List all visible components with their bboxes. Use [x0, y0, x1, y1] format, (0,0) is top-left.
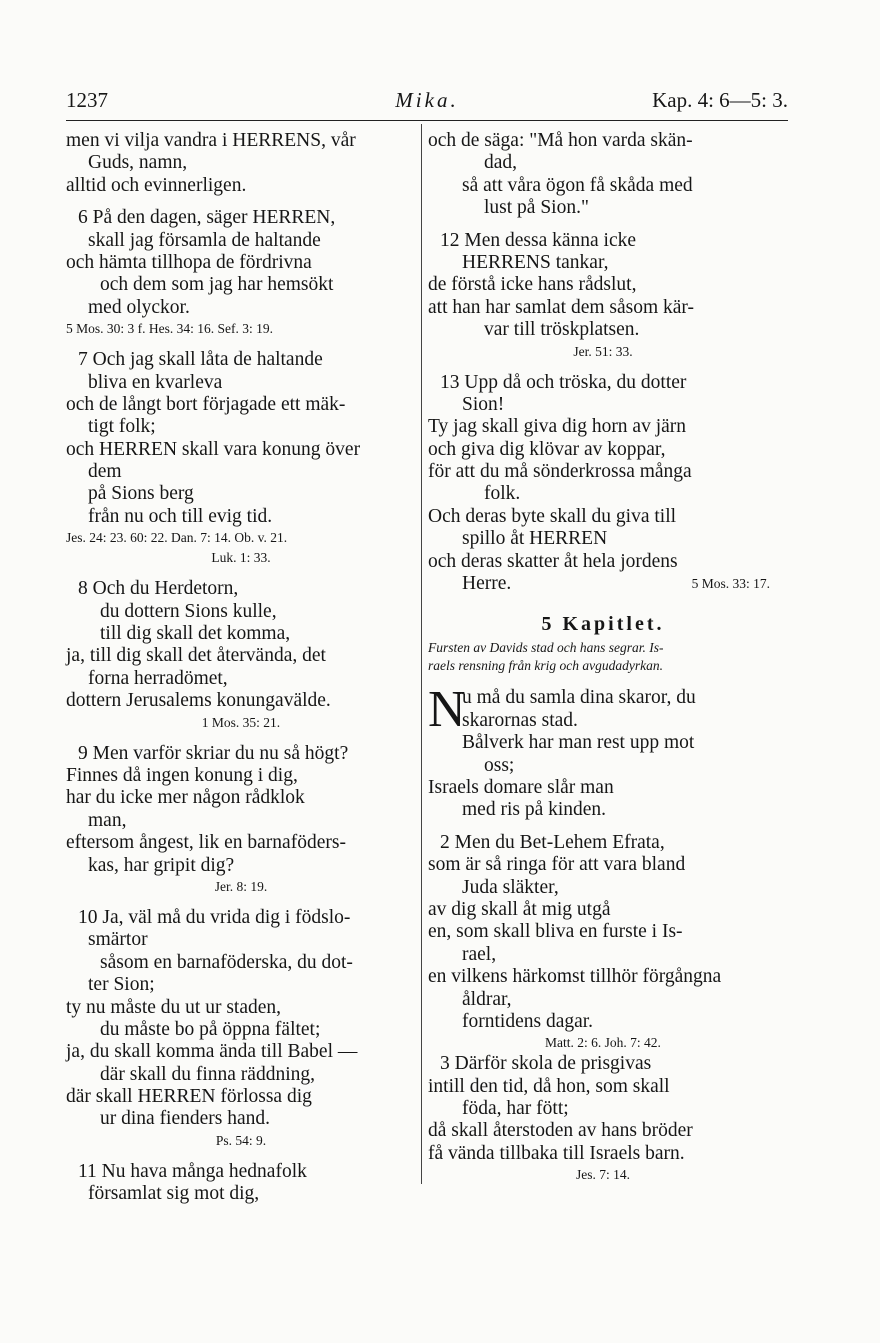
verse-13: 13 Upp då och tröska, du dotter: [440, 371, 687, 393]
verse-line: och de långt bort förjagade ett mäk-: [66, 393, 346, 415]
verse-line: där skall HERREN förlossa dig: [66, 1086, 312, 1108]
verse-line: ja, du skall komma ända till Babel —: [66, 1041, 358, 1063]
verse-line: oss;: [484, 754, 515, 776]
verse-line: såsom en barnaföderska, du dot-: [100, 951, 353, 973]
verse-line: åldrar,: [462, 988, 512, 1010]
verse-line: och giva dig klövar av koppar,: [428, 438, 666, 460]
verse-line: [428, 573, 778, 595]
cross-reference: Matt. 2: 6. Joh. 7: 42.: [545, 1035, 661, 1051]
verse-line: en vilkens härkomst tillhör förgångna: [428, 966, 722, 988]
verse-line: de förstå icke hans rådslut,: [428, 274, 637, 296]
verse-line: Ty jag skall giva dig horn av järn: [428, 416, 687, 438]
verse-10: 10 Ja, väl må du vrida dig i födslo-: [78, 906, 351, 928]
verse-line: var till tröskplatsen.: [484, 319, 640, 341]
verse-line: skarornas stad.: [462, 709, 578, 731]
chapter-title: 5 Kapitlet.: [541, 613, 665, 636]
verse-line: Och deras byte skall du giva till: [428, 505, 677, 527]
cross-reference: Ps. 54: 9.: [215, 1132, 267, 1148]
verse-line: av dig skall åt mig utgå: [428, 898, 611, 920]
verse-line: på Sions berg: [88, 483, 194, 505]
verse-line: Juda släkter,: [462, 876, 559, 898]
verse-line: forna herradömet,: [88, 667, 228, 689]
verse-line: till dig skall det komma,: [100, 623, 291, 645]
verse-7: 7 Och jag skall låta de haltande: [78, 349, 323, 371]
drop-cap: N: [428, 681, 466, 739]
book-title: Mika.: [395, 88, 459, 112]
verse-line: dem: [88, 461, 122, 483]
verse-1: [428, 681, 778, 739]
verse-line: och dem som jag har hemsökt: [100, 274, 334, 296]
verse-line: eftersom ångest, lik en barnaföders-: [66, 832, 346, 854]
verse-line: och hämta tillhopa de fördrivna: [66, 251, 312, 273]
cross-reference: 5 Mos. 30: 3 f. Hes. 34: 16. Sef. 3: 19.: [66, 321, 273, 337]
verse-line: som är så ringa för att vara bland: [428, 854, 686, 876]
cross-reference: Luk. 1: 33.: [211, 550, 271, 566]
verse-line: Finnes då ingen konung i dig,: [66, 764, 298, 786]
verse-line: men vi vilja vandra i HERRENS, vår: [66, 130, 356, 151]
verse-line: du dottern Sions kulle,: [100, 600, 277, 622]
verse-line: spillo åt HERREN: [462, 528, 608, 550]
verse-line: skall jag församla de haltande: [88, 229, 321, 251]
right-column: [428, 130, 778, 1185]
verse-line: du måste bo på öppna fältet;: [100, 1018, 321, 1040]
summary-line: Fursten av Davids stad och hans segrar. Is-: [428, 640, 664, 656]
verse-12: 12 Men dessa känna icke: [440, 229, 637, 251]
cross-reference: 5 Mos. 33: 17.: [691, 576, 770, 592]
verse-line: med ris på kinden.: [462, 799, 607, 821]
verse-line: föda, har fött;: [462, 1098, 569, 1120]
verse-line: u må du samla dina skaror, du: [462, 687, 696, 709]
verse-line: församlat sig mot dig,: [88, 1183, 260, 1205]
page-number: 1237: [66, 88, 108, 112]
verse-line: ja, till dig skall det återvända, det: [66, 645, 326, 667]
verse-line: har du icke mer någon rådklok: [66, 787, 305, 809]
verse-line: forntidens dagar.: [462, 1010, 594, 1032]
verse-line: man,: [88, 809, 127, 831]
verse-line: och de säga: "Må hon varda skän-: [428, 130, 693, 151]
verse-line: med olyckor.: [88, 296, 190, 318]
verse-line: folk.: [484, 483, 521, 505]
verse-line: dottern Jerusalems konungavälde.: [66, 690, 331, 712]
verse-line: kas, har gripit dig?: [88, 854, 235, 876]
verse-line: smärtor: [88, 929, 148, 951]
verse-line: ty nu måste du ut ur staden,: [66, 996, 282, 1018]
verse-line: dad,: [484, 152, 518, 174]
verse-line: få vända tillbaka till Israels barn.: [428, 1142, 685, 1164]
verse-line: Guds, namn,: [88, 152, 188, 174]
verse-8: 8 Och du Herdetorn,: [78, 578, 239, 600]
verse-line: Israels domare slår man: [428, 776, 614, 798]
verse-6: 6 På den dagen, säger HERREN,: [78, 207, 336, 229]
cross-reference: Jes. 7: 14.: [576, 1167, 630, 1183]
chapter-reference: Kap. 4: 6—5: 3.: [652, 88, 788, 112]
verse-text: Herre.: [462, 573, 512, 595]
page-header: [66, 88, 788, 118]
cross-reference: Jes. 24: 23. 60: 22. Dan. 7: 14. Ob. v. 21.: [66, 530, 288, 546]
verse-line: där skall du finna räddning,: [100, 1063, 315, 1085]
cross-reference: 1 Mos. 35: 21.: [201, 714, 281, 730]
verse-line: ur dina fienders hand.: [100, 1108, 271, 1130]
verse-line: en, som skall bliva en furste i Is-: [428, 921, 683, 943]
verse-11: 11 Nu hava många hednafolk: [78, 1160, 307, 1182]
column-divider: [421, 124, 422, 1184]
verse-line: att han har samlat dem såsom kär-: [428, 296, 695, 318]
verse-line: bliva en kvarleva: [88, 371, 223, 393]
left-column: [66, 130, 416, 1206]
verse-2: 2 Men du Bet-Lehem Efrata,: [440, 831, 665, 853]
verse-line: Bålverk har man rest upp mot: [462, 732, 695, 754]
summary-line: raels rensning från krig och avgudadyrkan.: [428, 658, 663, 674]
verse-line: tigt folk;: [88, 416, 156, 438]
verse-line: och deras skatter åt hela jordens: [428, 550, 678, 572]
verse-line: alltid och evinnerligen.: [66, 174, 247, 196]
verse-line: så att våra ögon få skåda med: [462, 174, 693, 196]
verse-3: 3 Därför skola de prisgivas: [440, 1053, 652, 1075]
verse-line: Sion!: [462, 393, 505, 415]
verse-line: då skall återstoden av hans bröder: [428, 1120, 693, 1142]
verse-line: och HERREN skall vara konung över: [66, 438, 361, 460]
verse-line: intill den tid, då hon, som skall: [428, 1075, 670, 1097]
verse-line: lust på Sion.": [484, 197, 589, 219]
chapter-summary: [428, 639, 778, 675]
verse-line: från nu och till evig tid.: [88, 505, 273, 527]
verse-line: för att du må sönderkrossa många: [428, 461, 692, 483]
verse-line: rael,: [462, 943, 497, 965]
header-rule: [66, 120, 788, 121]
cross-reference: Jer. 51: 33.: [573, 343, 633, 359]
verse-9: 9 Men varför skriar du nu så högt?: [78, 742, 349, 764]
verse-line: HERRENS tankar,: [462, 251, 609, 273]
cross-reference: Jer. 8: 19.: [214, 878, 268, 894]
verse-line: ter Sion;: [88, 974, 155, 996]
